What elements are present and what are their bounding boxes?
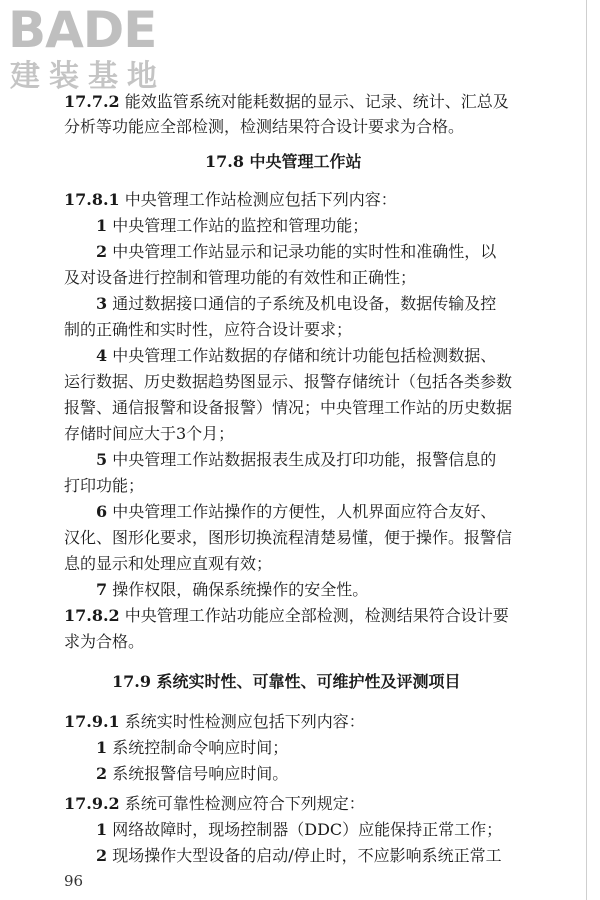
clause-text: 打印功能； [64, 476, 145, 495]
text-line [64, 190, 397, 210]
section-heading [205, 152, 362, 172]
clause-text: 及对设备进行控制和管理功能的有效性和正确性； [64, 268, 417, 287]
clause-text: 现场操作大型设备的启动/停止时，不应影响系统正常工 [112, 846, 502, 865]
clause-text: 运行数据、历史数据趋势图显示、报警存储统计（包括各类参数 [64, 372, 513, 391]
text-line [64, 712, 365, 732]
clause-text: 息的显示和处理应直观有效； [64, 554, 273, 573]
text-line [96, 346, 496, 366]
clause-number: 7 [96, 580, 108, 599]
text-line [64, 794, 365, 814]
page-edge-shadow [586, 0, 587, 900]
clause-text: 系统控制命令响应时间； [112, 738, 289, 757]
text-line [64, 320, 352, 340]
text-line [96, 502, 496, 522]
text-line [64, 606, 509, 626]
clause-number: 17.8.2 [64, 606, 120, 625]
text-line [64, 632, 144, 652]
clause-number: 1 [96, 216, 108, 235]
page-number: 96 [64, 872, 84, 890]
clause-number: 4 [96, 346, 108, 365]
text-line [64, 92, 509, 112]
clause-number: 17.8 [205, 152, 244, 171]
clause-number: 1 [96, 820, 108, 839]
text-line [64, 372, 512, 392]
clause-number: 17.9.1 [64, 712, 120, 731]
clause-number: 5 [96, 450, 108, 469]
clause-text: 中央管理工作站 [249, 152, 362, 171]
text-line [96, 294, 496, 314]
clause-text: 中央管理工作站数据的存储和统计功能包括检测数据、 [112, 346, 497, 365]
clause-text: 系统可靠性检测应符合下列规定： [124, 794, 365, 813]
watermark-subtitle: 建装基地 [10, 59, 166, 94]
clause-text: 汉化、图形化要求，图形切换流程清楚易懂，便于操作。报警信 [64, 528, 513, 547]
clause-text: 系统报警信号响应时间。 [112, 764, 289, 783]
clause-text: 中央管理工作站检测应包括下列内容： [124, 190, 397, 209]
clause-text: 中央管理工作站的监控和管理功能； [112, 216, 369, 235]
clause-text: 网络故障时，现场控制器（DDC）应能保持正常工作； [112, 820, 503, 839]
clause-number: 1 [96, 738, 108, 757]
text-line [96, 580, 368, 600]
text-line [96, 820, 502, 840]
clause-text: 报警、通信报警和设备报警）情况；中央管理工作站的历史数据 [64, 398, 513, 417]
clause-number: 3 [96, 294, 108, 313]
clause-number: 17.7.2 [64, 92, 120, 111]
clause-text: 制的正确性和实时性，应符合设计要求； [64, 320, 353, 339]
clause-text: 中央管理工作站操作的方便性，人机界面应符合友好、 [112, 502, 497, 521]
text-line [64, 117, 464, 137]
section-heading [112, 672, 461, 692]
clause-number: 2 [96, 242, 108, 261]
clause-number: 17.8.1 [64, 190, 120, 209]
clause-number: 6 [96, 502, 108, 521]
clause-text: 求为合格。 [64, 632, 145, 651]
clause-text: 存储时间应大于3个月； [64, 424, 235, 443]
text-line [96, 846, 502, 866]
clause-text: 操作权限，确保系统操作的安全性。 [112, 580, 369, 599]
text-line [96, 242, 496, 262]
clause-text: 分析等功能应全部检测，检测结果符合设计要求为合格。 [64, 117, 465, 136]
clause-number: 17.9 [112, 672, 151, 691]
text-line [96, 216, 368, 236]
text-line [64, 554, 272, 574]
clause-text: 中央管理工作站数据报表生成及打印功能，报警信息的 [112, 450, 497, 469]
clause-text: 能效监管系统对能耗数据的显示、记录、统计、汇总及 [124, 92, 509, 111]
clause-text: 系统实时性、可靠性、可维护性及评测项目 [156, 672, 461, 691]
clause-number: 17.9.2 [64, 794, 120, 813]
watermark-brand: BADE [8, 1, 157, 59]
clause-text: 中央管理工作站显示和记录功能的实时性和准确性，以 [112, 242, 497, 261]
clause-text: 中央管理工作站功能应全部检测，检测结果符合设计要 [124, 606, 509, 625]
watermark-logo [8, 1, 188, 96]
text-line [64, 424, 234, 444]
clause-number: 2 [96, 846, 108, 865]
text-line [64, 398, 512, 418]
text-line [96, 450, 496, 470]
clause-text: 系统实时性检测应包括下列内容： [124, 712, 365, 731]
clause-text: 通过数据接口通信的子系统及机电设备，数据传输及控 [112, 294, 497, 313]
text-line [96, 738, 288, 758]
text-line [96, 764, 288, 784]
text-line [64, 528, 512, 548]
clause-number: 2 [96, 764, 108, 783]
text-line [64, 268, 416, 288]
text-line [64, 476, 144, 496]
